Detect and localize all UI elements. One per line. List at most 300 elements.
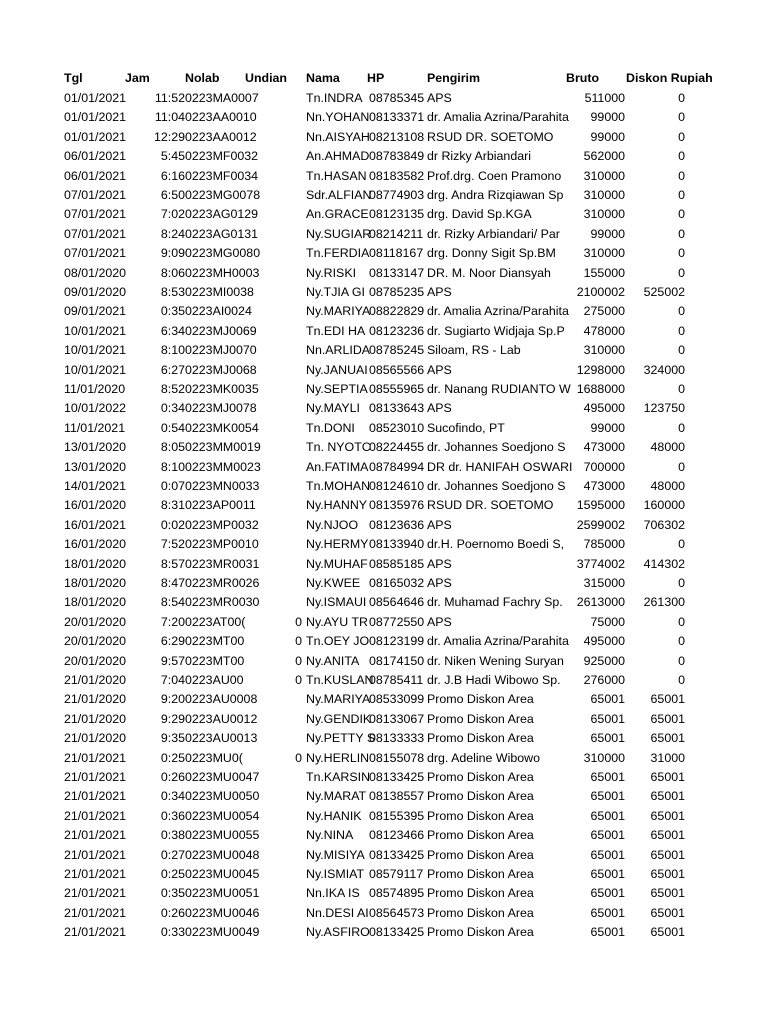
cell-pengirim: APS: [427, 614, 452, 629]
cell-nama: An.AHMAD: [306, 149, 370, 164]
cell-nolab: 0223MK0054: [185, 420, 259, 435]
cell-pengirim: dr. Rizky Arbiandari/ Par: [427, 226, 560, 241]
cell-jam: 0:26: [160, 905, 185, 920]
table-row: [0, 438, 768, 457]
cell-tgl: 08/01/2020: [64, 265, 127, 280]
cell-pengirim: drg. Adeline Wibowo: [427, 750, 540, 765]
cell-bruto: 99000: [590, 129, 625, 144]
header-nolab: Nolab: [185, 71, 220, 85]
cell-jam: 6:50: [160, 188, 185, 202]
header-nama: Nama: [306, 71, 340, 85]
cell-pengirim: RSUD DR. SOETOMO: [427, 498, 554, 513]
cell-pengirim: drg. David Sp.KGA: [427, 207, 532, 222]
cell-pengirim: drg. Andra Rizqiawan Sp: [427, 188, 564, 202]
cell-nama: Ny.NJOO: [306, 517, 359, 532]
cell-pengirim: dr. Amalia Azrina/Parahita: [427, 634, 569, 649]
cell-bruto: 65001: [590, 731, 625, 746]
cell-pengirim: Promo Diskon Area: [427, 925, 534, 940]
cell-diskon: 0: [678, 653, 685, 668]
header-tgl: Tgl: [64, 71, 83, 85]
cell-tgl: 10/01/2021: [64, 323, 127, 338]
cell-hp: 08523010: [369, 420, 425, 435]
cell-jam: 8:31: [160, 498, 185, 513]
cell-tgl: 16/01/2020: [64, 537, 127, 552]
cell-diskon: 65001: [650, 808, 685, 823]
header-undian: Undian: [245, 71, 287, 85]
cell-diskon: 0: [678, 459, 685, 474]
cell-hp: 08123135: [369, 207, 425, 222]
cell-bruto: 65001: [590, 789, 625, 804]
cell-jam: 7:04: [160, 673, 185, 687]
cell-nolab: 0223MU0048: [185, 847, 260, 862]
cell-nama: Tn.INDRA: [306, 91, 363, 105]
cell-bruto: 473000: [583, 440, 625, 455]
cell-diskon: 324000: [643, 362, 685, 377]
cell-nama: Ny.PETTY S: [306, 731, 376, 746]
cell-diskon: 0: [678, 129, 685, 144]
cell-tgl: 21/01/2021: [64, 925, 127, 940]
cell-tgl: 21/01/2021: [64, 808, 127, 823]
cell-nama: Tn.DONI: [306, 420, 355, 435]
cell-hp: 08213108: [369, 129, 425, 144]
cell-hp: 08214211: [369, 226, 424, 241]
cell-bruto: 925000: [583, 653, 625, 668]
cell-hp: 08133643: [369, 401, 425, 416]
cell-diskon: 0: [678, 614, 685, 629]
cell-bruto: 65001: [590, 925, 625, 940]
cell-bruto: 310000: [583, 750, 625, 765]
cell-hp: 08124610: [369, 479, 425, 493]
cell-jam: 0:25: [160, 867, 185, 881]
cell-undian: 0: [295, 634, 302, 649]
cell-diskon: 0: [678, 226, 685, 241]
table-row: [0, 496, 768, 515]
cell-tgl: 21/01/2020: [64, 692, 127, 707]
cell-hp: 08822829: [369, 304, 425, 319]
table-row: [0, 399, 768, 418]
cell-nolab: 0223MJ0068: [185, 362, 257, 377]
table-row: [0, 264, 768, 283]
cell-bruto: 155000: [583, 265, 625, 280]
cell-bruto: 65001: [590, 886, 625, 901]
cell-nolab: 0223MP0010: [185, 537, 259, 552]
cell-jam: 8:52: [160, 382, 185, 396]
table-row: [0, 923, 768, 942]
table-row: [0, 244, 768, 263]
cell-bruto: 700000: [583, 459, 625, 474]
cell-undian: 0: [295, 750, 302, 765]
cell-jam: 8:06: [160, 265, 185, 280]
cell-tgl: 21/01/2021: [64, 750, 127, 765]
cell-tgl: 21/01/2021: [64, 886, 127, 901]
cell-pengirim: dr. J.B Hadi Wibowo Sp.: [427, 673, 561, 687]
cell-hp: 08118167: [369, 246, 424, 261]
cell-bruto: 478000: [583, 323, 625, 338]
cell-nolab: 0223MG0080: [185, 246, 261, 261]
cell-jam: 0:34: [160, 789, 185, 804]
cell-jam: 8:10: [160, 459, 185, 474]
cell-nama: Ny.JANUAI: [306, 362, 368, 377]
cell-nama: Ny.TJIA GI: [306, 285, 365, 299]
cell-jam: 9:57: [160, 653, 185, 668]
cell-jam: 9:29: [160, 711, 185, 726]
cell-nolab: 0223MU0(: [185, 750, 243, 765]
cell-hp: 08138557: [369, 789, 425, 804]
cell-nolab: 0223MU0055: [185, 828, 260, 843]
cell-hp: 08133940: [369, 537, 425, 552]
table-row: [0, 904, 768, 923]
table-row: [0, 690, 768, 709]
cell-tgl: 10/01/2021: [64, 343, 127, 358]
cell-jam: 6:29: [160, 634, 185, 649]
cell-pengirim: dr. Johannes Soedjono S: [427, 479, 566, 493]
cell-nama: Ny.MARIYA: [306, 692, 371, 707]
table-row: [0, 477, 768, 496]
cell-bruto: 65001: [590, 770, 625, 784]
cell-nama: Ny.ISMAUI: [306, 595, 367, 610]
table-row: [0, 787, 768, 806]
cell-jam: 12:29: [153, 129, 185, 144]
cell-hp: 08574895: [369, 886, 425, 901]
table-row: [0, 167, 768, 186]
table-row: [0, 108, 768, 127]
table-row: [0, 768, 768, 787]
cell-tgl: 20/01/2020: [64, 653, 127, 668]
cell-nama: Ny.RISKI: [306, 265, 357, 280]
table-row: [0, 826, 768, 845]
cell-nama: Ny.ISMIAT: [306, 867, 365, 881]
cell-bruto: 65001: [590, 867, 625, 881]
cell-diskon: 0: [678, 304, 685, 319]
cell-diskon: 65001: [650, 905, 685, 920]
cell-diskon: 0: [678, 265, 685, 280]
table-row: [0, 884, 768, 903]
table-row: [0, 535, 768, 554]
cell-hp: 08133425: [369, 925, 425, 940]
cell-diskon: 0: [678, 420, 685, 435]
table-row: [0, 341, 768, 360]
cell-tgl: 01/01/2021: [64, 110, 127, 125]
table-row: [0, 729, 768, 748]
table-row: [0, 419, 768, 438]
cell-nolab: 0223MU0051: [185, 886, 260, 901]
cell-pengirim: Promo Diskon Area: [427, 731, 534, 746]
cell-bruto: 99000: [590, 420, 625, 435]
cell-tgl: 21/01/2021: [64, 828, 127, 843]
cell-nolab: 0223MN0033: [185, 479, 260, 493]
cell-nolab: 0223MK0035: [185, 382, 259, 396]
cell-tgl: 21/01/2021: [64, 770, 127, 784]
cell-bruto: 65001: [590, 905, 625, 920]
cell-pengirim: Promo Diskon Area: [427, 808, 534, 823]
table-row: [0, 749, 768, 768]
cell-pengirim: APS: [427, 517, 452, 532]
cell-nolab: 0223AU00: [185, 673, 244, 687]
cell-bruto: 473000: [583, 479, 625, 493]
cell-hp: 08165032: [369, 576, 425, 590]
cell-nolab: 0223MH0003: [185, 265, 260, 280]
cell-pengirim: Promo Diskon Area: [427, 847, 534, 862]
cell-hp: 08785345: [369, 91, 425, 105]
cell-pengirim: dr. Muhamad Fachry Sp.: [427, 595, 563, 610]
cell-nama: Ny.MARAT: [306, 789, 367, 804]
cell-pengirim: RSUD DR. SOETOMO: [427, 129, 554, 144]
cell-nolab: 0223AA0012: [185, 129, 257, 144]
cell-jam: 9:35: [160, 731, 185, 746]
cell-hp: 08133333: [369, 731, 425, 746]
cell-bruto: 511000: [584, 91, 625, 105]
cell-tgl: 01/01/2021: [64, 91, 127, 105]
cell-bruto: 99000: [590, 226, 625, 241]
cell-diskon: 0: [678, 343, 685, 358]
cell-tgl: 09/01/2020: [64, 285, 127, 299]
cell-pengirim: drg. Donny Sigit Sp.BM: [427, 246, 556, 261]
cell-tgl: 18/01/2020: [64, 576, 127, 590]
cell-nama: Tn.OEY JO: [306, 634, 370, 649]
cell-diskon: 0: [678, 168, 685, 183]
cell-hp: 08783849: [369, 149, 425, 164]
cell-pengirim: dr. Nanang RUDIANTO W: [427, 382, 571, 396]
cell-jam: 7:20: [160, 614, 185, 629]
table-row: [0, 361, 768, 380]
cell-nama: Tn. NYOTC: [306, 440, 371, 455]
cell-tgl: 21/01/2021: [64, 905, 127, 920]
cell-hp: 08133371: [369, 110, 425, 125]
cell-pengirim: APS: [427, 401, 452, 416]
cell-hp: 08564573: [369, 905, 425, 920]
cell-tgl: 13/01/2020: [64, 459, 127, 474]
cell-jam: 8:24: [160, 226, 185, 241]
cell-diskon: 65001: [650, 711, 685, 726]
cell-nolab: 0223MF0032: [185, 149, 259, 164]
table-row: [0, 555, 768, 574]
cell-nolab: 0223AU0012: [185, 711, 258, 726]
cell-diskon: 0: [678, 537, 685, 552]
cell-diskon: 414302: [643, 556, 685, 571]
cell-nolab: 0223MM0019: [185, 440, 261, 455]
cell-nama: Tn.KARSIN: [306, 770, 371, 784]
cell-hp: 08555965: [369, 382, 425, 396]
cell-diskon: 0: [678, 382, 685, 396]
cell-diskon: 706302: [643, 517, 685, 532]
header-jam: Jam: [125, 71, 150, 85]
cell-nama: Ny.KWEE: [306, 576, 361, 590]
cell-jam: 6:27: [160, 362, 185, 377]
cell-jam: 0:02: [160, 517, 185, 532]
table-row: [0, 128, 768, 147]
cell-undian: 0: [295, 614, 302, 629]
cell-diskon: 0: [678, 149, 685, 164]
cell-tgl: 07/01/2021: [64, 246, 127, 261]
cell-jam: 7:02: [160, 207, 185, 222]
cell-diskon: 123750: [643, 401, 685, 416]
cell-nama: Ny.SUGIAR: [306, 226, 372, 241]
cell-jam: 8:54: [160, 595, 185, 610]
cell-tgl: 18/01/2020: [64, 595, 127, 610]
cell-hp: 08224455: [369, 440, 425, 455]
cell-pengirim: dr. Sugiarto Widjaja Sp.P: [427, 323, 565, 338]
cell-jam: 5:45: [160, 149, 185, 164]
cell-tgl: 21/01/2021: [64, 867, 127, 881]
cell-hp: 08155395: [369, 808, 425, 823]
cell-hp: 08785235: [369, 285, 425, 299]
cell-bruto: 495000: [583, 634, 625, 649]
table-row: [0, 302, 768, 321]
table-row: [0, 147, 768, 166]
cell-nama: Tn.KUSLAN: [306, 673, 374, 687]
cell-nama: Ny.AYU TR: [306, 614, 368, 629]
cell-pengirim: dr. Johannes Soedjono S: [427, 440, 566, 455]
cell-nama: Ny.MAYLI: [306, 401, 360, 416]
cell-tgl: 07/01/2021: [64, 207, 127, 222]
cell-diskon: 65001: [650, 886, 685, 901]
cell-nolab: 0223AU0008: [185, 692, 258, 707]
cell-hp: 08123636: [369, 517, 425, 532]
cell-pengirim: Promo Diskon Area: [427, 867, 534, 881]
cell-pengirim: DR. M. Noor Diansyah: [427, 265, 551, 280]
cell-bruto: 99000: [590, 110, 625, 125]
table-row: [0, 593, 768, 612]
cell-nolab: 0223MU0046: [185, 905, 260, 920]
cell-hp: 08564646: [369, 595, 425, 610]
cell-nolab: 0223AG0129: [185, 207, 259, 222]
cell-jam: 9:09: [160, 246, 185, 261]
cell-nolab: 0223MF0034: [185, 168, 259, 183]
cell-diskon: 261300: [643, 595, 685, 610]
table-row: [0, 613, 768, 632]
cell-pengirim: dr. Niken Wening Suryan: [427, 653, 564, 668]
cell-diskon: 0: [678, 576, 685, 590]
cell-tgl: 21/01/2020: [64, 711, 127, 726]
cell-hp: 08585185: [369, 556, 425, 571]
cell-hp: 08579117: [369, 867, 424, 881]
cell-tgl: 21/01/2020: [64, 673, 127, 687]
cell-tgl: 10/01/2021: [64, 362, 127, 377]
cell-nolab: 0223MU0050: [185, 789, 260, 804]
cell-tgl: 01/01/2021: [64, 129, 127, 144]
cell-tgl: 20/01/2020: [64, 614, 127, 629]
cell-nama: Ny.HERMY: [306, 537, 369, 552]
cell-bruto: 495000: [583, 401, 625, 416]
cell-nolab: 0223MT00: [185, 653, 245, 668]
cell-pengirim: APS: [427, 576, 452, 590]
cell-jam: 0:35: [160, 886, 185, 901]
cell-bruto: 310000: [583, 188, 625, 202]
cell-jam: 0:34: [160, 401, 185, 416]
table-row: [0, 186, 768, 205]
cell-hp: 08133067: [369, 711, 425, 726]
cell-diskon: 525002: [643, 285, 685, 299]
cell-tgl: 10/01/2022: [64, 401, 127, 416]
cell-jam: 8:53: [160, 285, 185, 299]
cell-hp: 08174150: [369, 653, 425, 668]
cell-bruto: 2599002: [576, 517, 625, 532]
cell-pengirim: Prof.drg. Coen Pramono: [427, 168, 562, 183]
cell-nolab: 0223MR0030: [185, 595, 260, 610]
cell-bruto: 562000: [583, 149, 625, 164]
cell-nolab: 0223MU0049: [185, 925, 260, 940]
cell-diskon: 0: [678, 673, 685, 687]
cell-diskon: 65001: [650, 731, 685, 746]
table-row: [0, 89, 768, 108]
cell-nolab: 0223AA0010: [185, 110, 257, 125]
cell-bruto: 310000: [583, 246, 625, 261]
cell-bruto: 315000: [583, 576, 625, 590]
cell-pengirim: dr Rizky Arbiandari: [427, 149, 531, 164]
cell-pengirim: Promo Diskon Area: [427, 886, 534, 901]
cell-hp: 08533099: [369, 692, 425, 707]
cell-nolab: 0223MJ0078: [185, 401, 257, 416]
cell-bruto: 65001: [590, 711, 625, 726]
cell-pengirim: APS: [427, 556, 452, 571]
header-bruto: Bruto: [566, 71, 600, 85]
cell-nama: An.FATIMA: [306, 459, 369, 474]
cell-bruto: 310000: [583, 343, 625, 358]
cell-tgl: 21/01/2021: [64, 789, 127, 804]
cell-nama: Tn.MOHAN: [306, 479, 371, 493]
cell-diskon: 48000: [650, 440, 685, 455]
cell-pengirim: Promo Diskon Area: [427, 828, 534, 843]
cell-tgl: 21/01/2021: [64, 847, 127, 862]
cell-nama: Ny.ANITA: [306, 653, 360, 668]
cell-diskon: 0: [678, 91, 685, 105]
table-row: [0, 807, 768, 826]
cell-diskon: 0: [678, 207, 685, 222]
cell-diskon: 65001: [650, 847, 685, 862]
cell-hp: 08133425: [369, 847, 425, 862]
cell-hp: 08774903: [369, 188, 425, 202]
header-hp: HP: [367, 71, 385, 85]
table-row: [0, 574, 768, 593]
cell-nama: Ny.MARIYA: [306, 304, 371, 319]
cell-tgl: 06/01/2021: [64, 168, 127, 183]
cell-diskon: 65001: [650, 789, 685, 804]
cell-pengirim: Promo Diskon Area: [427, 711, 534, 726]
cell-bruto: 65001: [590, 692, 625, 707]
table-row: [0, 283, 768, 302]
cell-tgl: 07/01/2021: [64, 188, 127, 202]
cell-nolab: 0223MM0023: [185, 459, 261, 474]
cell-jam: 8:47: [160, 576, 185, 590]
cell-hp: 08772550: [369, 614, 425, 629]
table-row: [0, 380, 768, 399]
table-row: [0, 652, 768, 671]
cell-bruto: 65001: [590, 847, 625, 862]
cell-bruto: 310000: [583, 168, 625, 183]
cell-nama: Ny.HANNY: [306, 498, 368, 513]
cell-nama: Ny.GENDIK: [306, 711, 372, 726]
cell-jam: 0:33: [160, 925, 185, 940]
cell-pengirim: dr. Amalia Azrina/Parahita: [427, 110, 569, 125]
cell-hp: 08785411: [369, 673, 424, 687]
cell-hp: 08135976: [369, 498, 425, 513]
cell-diskon: 0: [678, 110, 685, 125]
cell-nama: An.GRACE: [306, 207, 369, 222]
cell-bruto: 65001: [590, 808, 625, 823]
cell-diskon: 48000: [650, 479, 685, 493]
cell-bruto: 1688000: [576, 382, 625, 396]
cell-hp: 08123466: [369, 828, 425, 843]
cell-hp: 08123236: [369, 323, 425, 338]
cell-nolab: 0223MU0054: [185, 808, 260, 823]
table-row: [0, 322, 768, 341]
cell-nolab: 0223AG0131: [185, 226, 259, 241]
cell-tgl: 14/01/2021: [64, 479, 127, 493]
cell-bruto: 310000: [583, 207, 625, 222]
cell-hp: 08785245: [369, 343, 425, 358]
cell-diskon: 65001: [650, 867, 685, 881]
cell-tgl: 11/01/2020: [64, 382, 126, 396]
